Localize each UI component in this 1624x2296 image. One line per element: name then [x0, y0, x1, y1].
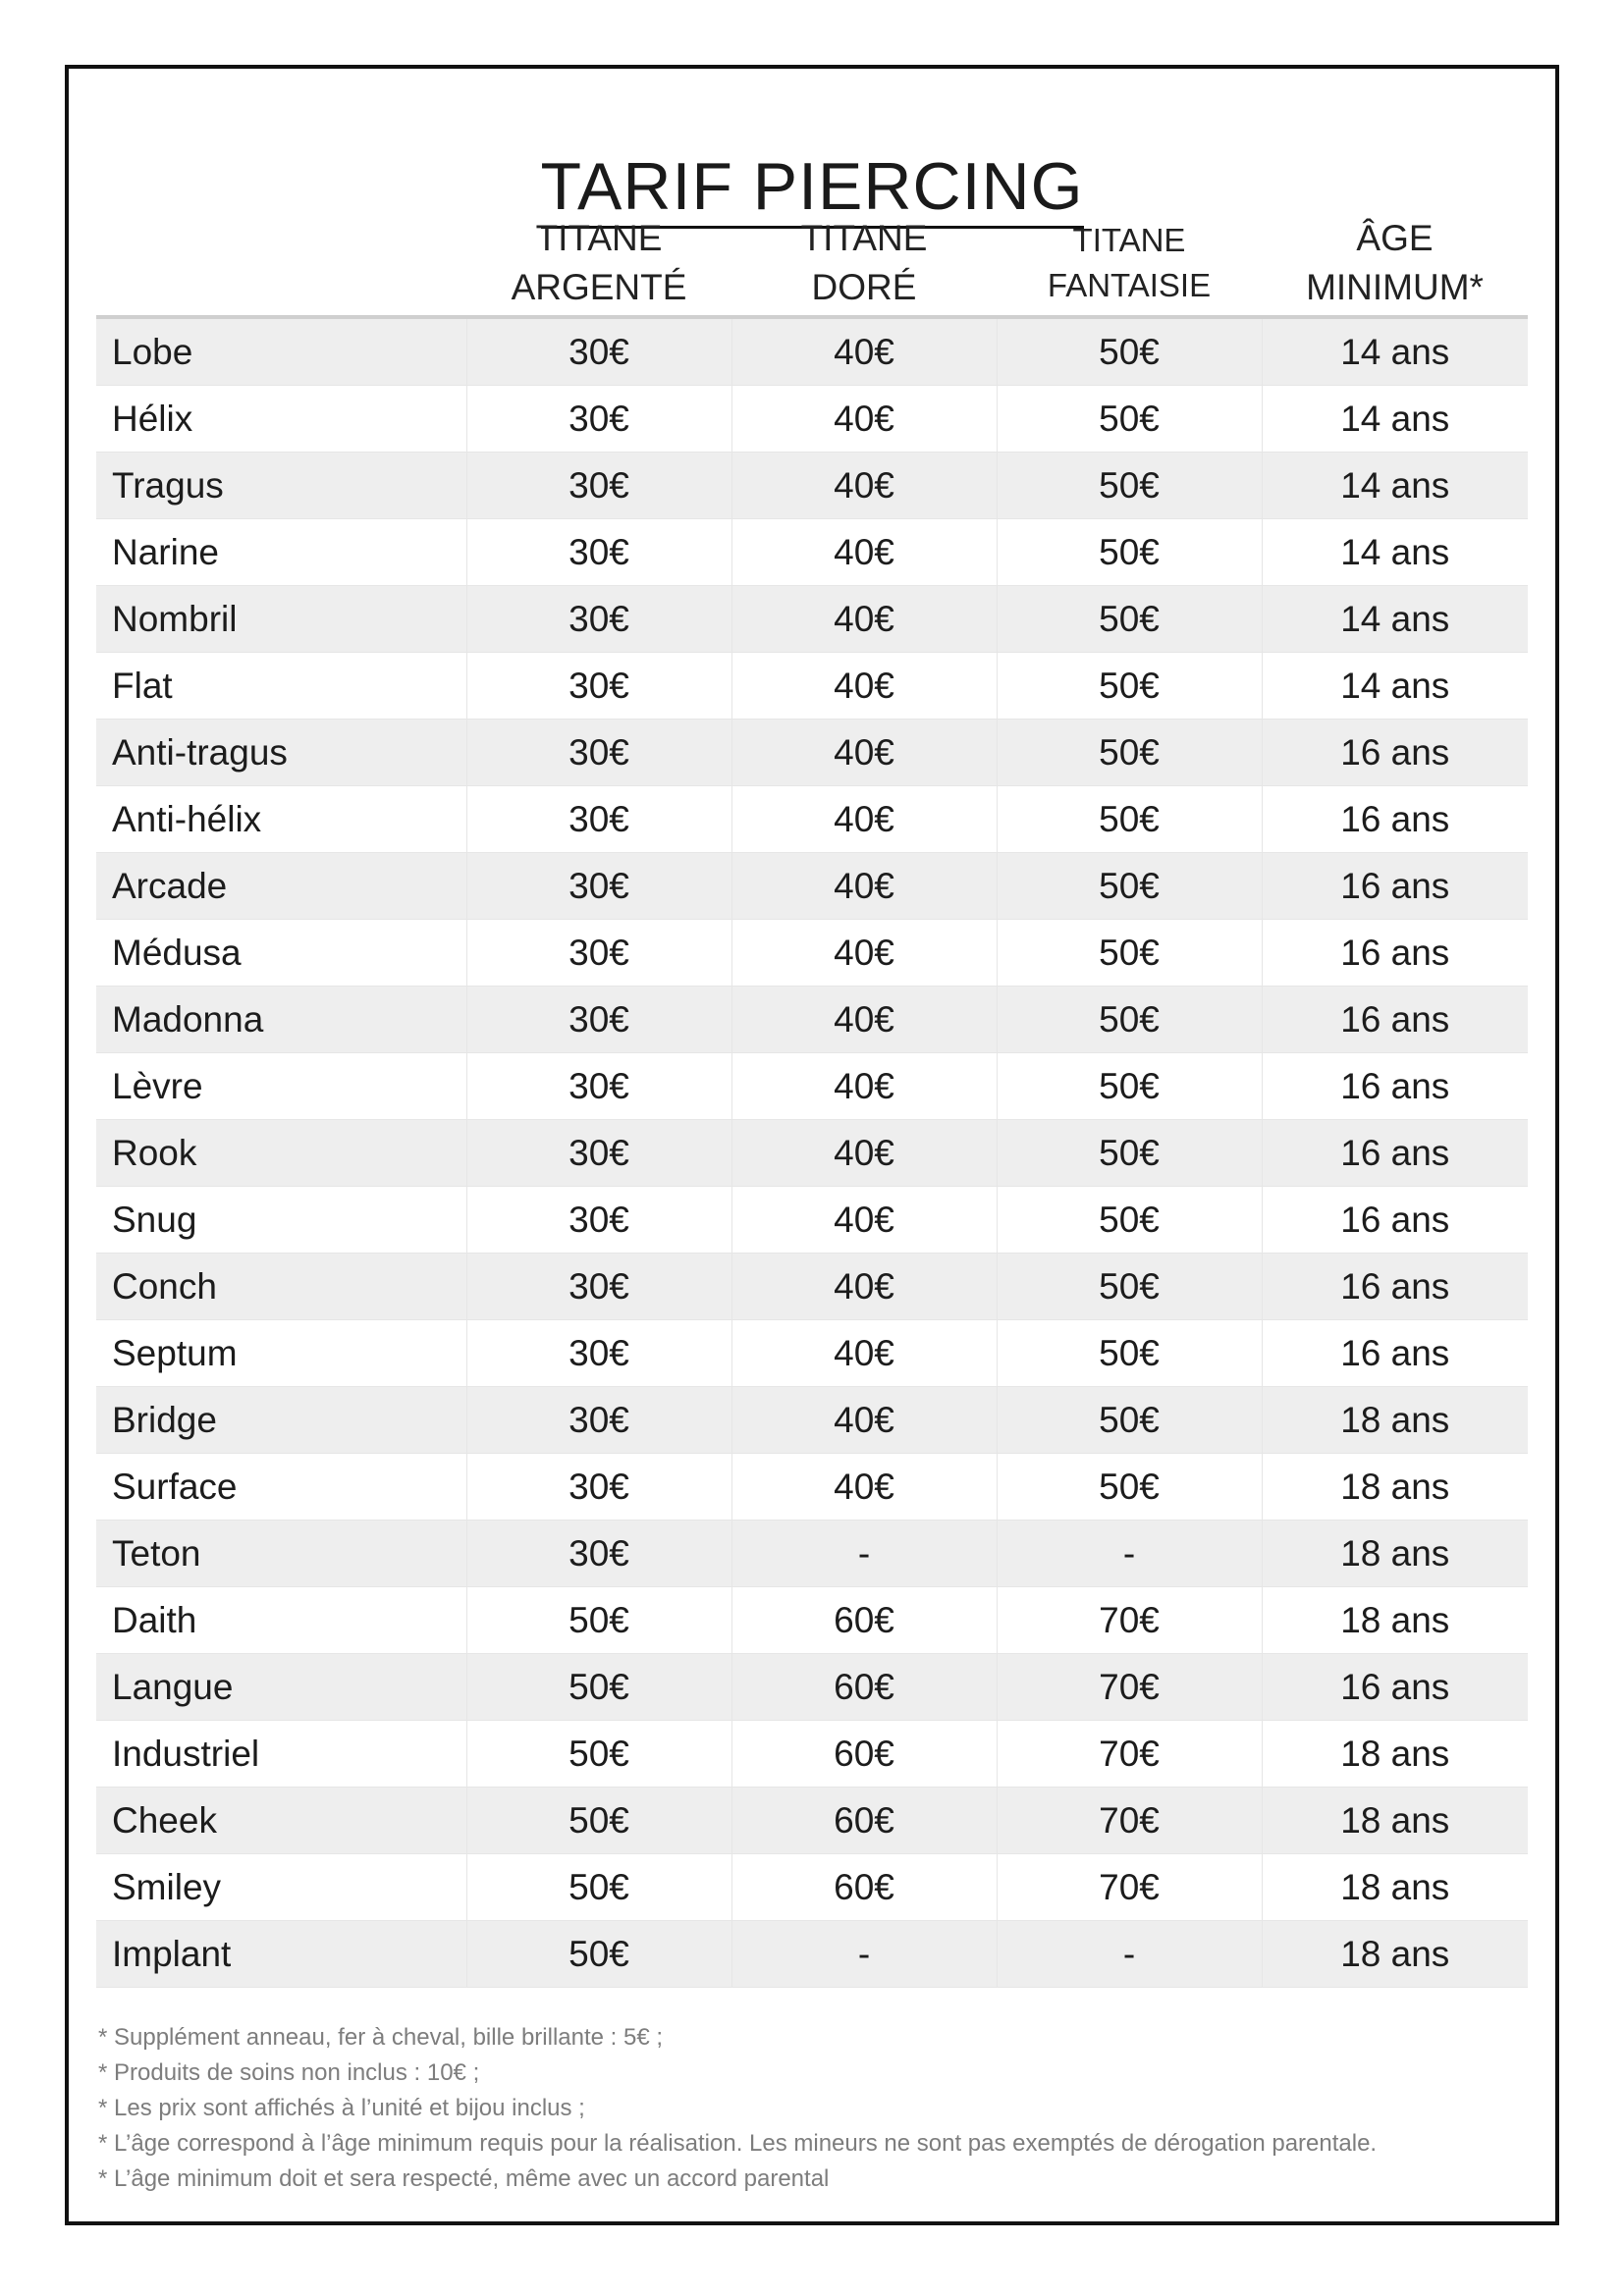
- cell-age-minimum: 16 ans: [1262, 1120, 1528, 1187]
- cell-piercing-name: Flat: [96, 653, 466, 720]
- cell-price-titane-argente: 50€: [466, 1788, 731, 1854]
- table-row: [96, 987, 1528, 1053]
- cell-piercing-name: Lobe: [96, 317, 466, 386]
- cell-piercing-name: Daith: [96, 1587, 466, 1654]
- header-age-minimum: [1262, 211, 1528, 317]
- cell-age-minimum: 18 ans: [1262, 1587, 1528, 1654]
- table-row: [96, 1454, 1528, 1521]
- table-row: [96, 1788, 1528, 1854]
- cell-piercing-name: Bridge: [96, 1387, 466, 1454]
- cell-age-minimum: 16 ans: [1262, 987, 1528, 1053]
- cell-age-minimum: 16 ans: [1262, 720, 1528, 786]
- table-row: [96, 1387, 1528, 1454]
- cell-piercing-name: Implant: [96, 1921, 466, 1988]
- cell-piercing-name: Rook: [96, 1120, 466, 1187]
- cell-price-titane-dore: 60€: [731, 1854, 997, 1921]
- cell-age-minimum: 18 ans: [1262, 1921, 1528, 1988]
- table-row: [96, 1921, 1528, 1988]
- cell-price-titane-dore: 40€: [731, 386, 997, 453]
- table-row: [96, 653, 1528, 720]
- cell-price-titane-argente: 30€: [466, 720, 731, 786]
- cell-age-minimum: 16 ans: [1262, 1320, 1528, 1387]
- cell-age-minimum: 18 ans: [1262, 1788, 1528, 1854]
- header-line: TITANE: [1072, 222, 1186, 258]
- table-row: [96, 317, 1528, 386]
- cell-price-titane-fantaisie: 50€: [997, 317, 1262, 386]
- header-titane-dore: [731, 211, 997, 317]
- cell-price-titane-fantaisie: 50€: [997, 720, 1262, 786]
- cell-price-titane-argente: 50€: [466, 1654, 731, 1721]
- cell-price-titane-dore: 40€: [731, 1320, 997, 1387]
- cell-age-minimum: 16 ans: [1262, 1654, 1528, 1721]
- cell-price-titane-argente: 30€: [466, 920, 731, 987]
- cell-price-titane-fantaisie: 50€: [997, 1254, 1262, 1320]
- cell-price-titane-dore: 40€: [731, 1387, 997, 1454]
- cell-price-titane-dore: 40€: [731, 720, 997, 786]
- cell-price-titane-fantaisie: 70€: [997, 1788, 1262, 1854]
- table-row: [96, 1187, 1528, 1254]
- table-row: [96, 920, 1528, 987]
- header-line: ÂGE: [1356, 218, 1434, 258]
- cell-piercing-name: Septum: [96, 1320, 466, 1387]
- cell-price-titane-argente: 30€: [466, 1454, 731, 1521]
- table-row: [96, 586, 1528, 653]
- cell-price-titane-dore: 40€: [731, 1120, 997, 1187]
- table-row: [96, 853, 1528, 920]
- cell-price-titane-dore: -: [731, 1921, 997, 1988]
- header-line: DORÉ: [811, 267, 917, 307]
- table-row: [96, 1587, 1528, 1654]
- table-row: [96, 519, 1528, 586]
- cell-price-titane-fantaisie: 50€: [997, 1120, 1262, 1187]
- cell-age-minimum: 14 ans: [1262, 453, 1528, 519]
- cell-age-minimum: 14 ans: [1262, 519, 1528, 586]
- table-row: [96, 1854, 1528, 1921]
- cell-price-titane-dore: 40€: [731, 1187, 997, 1254]
- cell-piercing-name: Conch: [96, 1254, 466, 1320]
- header-line: MINIMUM*: [1306, 267, 1484, 307]
- cell-price-titane-argente: 30€: [466, 453, 731, 519]
- cell-price-titane-fantaisie: 50€: [997, 1053, 1262, 1120]
- cell-price-titane-argente: 50€: [466, 1721, 731, 1788]
- cell-price-titane-dore: 40€: [731, 853, 997, 920]
- cell-price-titane-fantaisie: 50€: [997, 386, 1262, 453]
- cell-piercing-name: Nombril: [96, 586, 466, 653]
- cell-price-titane-dore: 40€: [731, 519, 997, 586]
- table-row: [96, 1320, 1528, 1387]
- cell-price-titane-fantaisie: -: [997, 1521, 1262, 1587]
- cell-piercing-name: Madonna: [96, 987, 466, 1053]
- cell-price-titane-argente: 30€: [466, 987, 731, 1053]
- cell-piercing-name: Smiley: [96, 1854, 466, 1921]
- cell-price-titane-fantaisie: 50€: [997, 586, 1262, 653]
- cell-price-titane-dore: 40€: [731, 1454, 997, 1521]
- table-body: [96, 317, 1528, 1988]
- cell-price-titane-argente: 30€: [466, 653, 731, 720]
- table-row: [96, 1254, 1528, 1320]
- cell-price-titane-argente: 30€: [466, 519, 731, 586]
- cell-price-titane-fantaisie: 70€: [997, 1854, 1262, 1921]
- cell-age-minimum: 16 ans: [1262, 853, 1528, 920]
- cell-price-titane-dore: 40€: [731, 586, 997, 653]
- cell-age-minimum: 14 ans: [1262, 317, 1528, 386]
- table-row: [96, 386, 1528, 453]
- cell-price-titane-dore: -: [731, 1521, 997, 1587]
- table-row: [96, 1721, 1528, 1788]
- cell-price-titane-fantaisie: -: [997, 1921, 1262, 1988]
- header-piercing-name: [96, 211, 466, 317]
- header-line: TITANE: [535, 218, 663, 258]
- cell-price-titane-argente: 30€: [466, 1187, 731, 1254]
- cell-piercing-name: Médusa: [96, 920, 466, 987]
- cell-price-titane-argente: 30€: [466, 386, 731, 453]
- cell-piercing-name: Anti-tragus: [96, 720, 466, 786]
- cell-piercing-name: Cheek: [96, 1788, 466, 1854]
- cell-price-titane-dore: 40€: [731, 653, 997, 720]
- table-row: [96, 1654, 1528, 1721]
- cell-price-titane-fantaisie: 50€: [997, 786, 1262, 853]
- cell-piercing-name: Snug: [96, 1187, 466, 1254]
- cell-price-titane-argente: 50€: [466, 1854, 731, 1921]
- cell-price-titane-dore: 40€: [731, 786, 997, 853]
- cell-price-titane-fantaisie: 50€: [997, 1454, 1262, 1521]
- cell-age-minimum: 16 ans: [1262, 1187, 1528, 1254]
- cell-price-titane-dore: 40€: [731, 920, 997, 987]
- cell-price-titane-argente: 30€: [466, 317, 731, 386]
- cell-price-titane-dore: 60€: [731, 1721, 997, 1788]
- price-table: [96, 211, 1528, 1988]
- cell-piercing-name: Industriel: [96, 1721, 466, 1788]
- cell-price-titane-argente: 30€: [466, 1053, 731, 1120]
- footnote-line: * Supplément anneau, fer à cheval, bille brillante : 5€ ;: [98, 2024, 664, 2051]
- cell-price-titane-dore: 60€: [731, 1788, 997, 1854]
- table-row: [96, 786, 1528, 853]
- header-line: TITANE: [800, 218, 928, 258]
- table-row: [96, 453, 1528, 519]
- cell-price-titane-argente: 50€: [466, 1587, 731, 1654]
- cell-price-titane-dore: 60€: [731, 1654, 997, 1721]
- table-row: [96, 1521, 1528, 1587]
- header-titane-fantaisie: [997, 211, 1262, 317]
- cell-price-titane-dore: 40€: [731, 453, 997, 519]
- table-row: [96, 1120, 1528, 1187]
- cell-piercing-name: Surface: [96, 1454, 466, 1521]
- cell-age-minimum: 16 ans: [1262, 786, 1528, 853]
- cell-price-titane-fantaisie: 50€: [997, 519, 1262, 586]
- cell-price-titane-dore: 40€: [731, 1053, 997, 1120]
- cell-price-titane-dore: 40€: [731, 1254, 997, 1320]
- cell-age-minimum: 14 ans: [1262, 653, 1528, 720]
- cell-age-minimum: 18 ans: [1262, 1521, 1528, 1587]
- cell-age-minimum: 14 ans: [1262, 586, 1528, 653]
- cell-piercing-name: Hélix: [96, 386, 466, 453]
- cell-price-titane-dore: 60€: [731, 1587, 997, 1654]
- cell-price-titane-fantaisie: 70€: [997, 1721, 1262, 1788]
- cell-age-minimum: 18 ans: [1262, 1387, 1528, 1454]
- cell-price-titane-fantaisie: 50€: [997, 653, 1262, 720]
- cell-age-minimum: 16 ans: [1262, 1254, 1528, 1320]
- cell-piercing-name: Teton: [96, 1521, 466, 1587]
- cell-price-titane-fantaisie: 50€: [997, 1187, 1262, 1254]
- cell-piercing-name: Langue: [96, 1654, 466, 1721]
- cell-age-minimum: 18 ans: [1262, 1854, 1528, 1921]
- cell-piercing-name: Narine: [96, 519, 466, 586]
- cell-age-minimum: 14 ans: [1262, 386, 1528, 453]
- cell-age-minimum: 16 ans: [1262, 920, 1528, 987]
- cell-age-minimum: 18 ans: [1262, 1454, 1528, 1521]
- cell-price-titane-argente: 30€: [466, 786, 731, 853]
- cell-price-titane-argente: 30€: [466, 1120, 731, 1187]
- footnotes: [98, 2020, 1512, 2197]
- cell-price-titane-dore: 40€: [731, 987, 997, 1053]
- footnote-line: * Produits de soins non inclus : 10€ ;: [98, 2059, 480, 2086]
- footnote-line: * L’âge minimum doit et sera respecté, même avec un accord parental: [98, 2165, 830, 2192]
- header-row: [96, 211, 1528, 317]
- cell-price-titane-argente: 30€: [466, 1387, 731, 1454]
- header-line: FANTAISIE: [1047, 267, 1212, 303]
- cell-price-titane-argente: 30€: [466, 586, 731, 653]
- cell-price-titane-argente: 30€: [466, 1254, 731, 1320]
- footnote-line: * Les prix sont affichés à l’unité et bijou inclus ;: [98, 2095, 585, 2121]
- cell-price-titane-fantaisie: 50€: [997, 987, 1262, 1053]
- table-header: [96, 211, 1528, 317]
- page-title-text: TARIF PIERCING: [541, 149, 1084, 229]
- cell-price-titane-fantaisie: 50€: [997, 453, 1262, 519]
- cell-price-titane-dore: 40€: [731, 317, 997, 386]
- cell-price-titane-fantaisie: 70€: [997, 1587, 1262, 1654]
- header-titane-argente: [466, 211, 731, 317]
- cell-price-titane-fantaisie: 50€: [997, 920, 1262, 987]
- cell-piercing-name: Tragus: [96, 453, 466, 519]
- table-row: [96, 1053, 1528, 1120]
- cell-price-titane-argente: 50€: [466, 1921, 731, 1988]
- cell-piercing-name: Anti-hélix: [96, 786, 466, 853]
- cell-price-titane-argente: 30€: [466, 1320, 731, 1387]
- cell-price-titane-fantaisie: 50€: [997, 1320, 1262, 1387]
- cell-piercing-name: Lèvre: [96, 1053, 466, 1120]
- cell-price-titane-argente: 30€: [466, 1521, 731, 1587]
- cell-age-minimum: 16 ans: [1262, 1053, 1528, 1120]
- footnote-line: * L’âge correspond à l’âge minimum requis pour la réalisation. Les mineurs ne sont pas exemptés de dérogation parentale.: [98, 2130, 1378, 2157]
- table-row: [96, 720, 1528, 786]
- cell-piercing-name: Arcade: [96, 853, 466, 920]
- cell-price-titane-fantaisie: 50€: [997, 1387, 1262, 1454]
- cell-price-titane-fantaisie: 70€: [997, 1654, 1262, 1721]
- cell-age-minimum: 18 ans: [1262, 1721, 1528, 1788]
- cell-price-titane-fantaisie: 50€: [997, 853, 1262, 920]
- header-line: ARGENTÉ: [511, 267, 687, 307]
- cell-price-titane-argente: 30€: [466, 853, 731, 920]
